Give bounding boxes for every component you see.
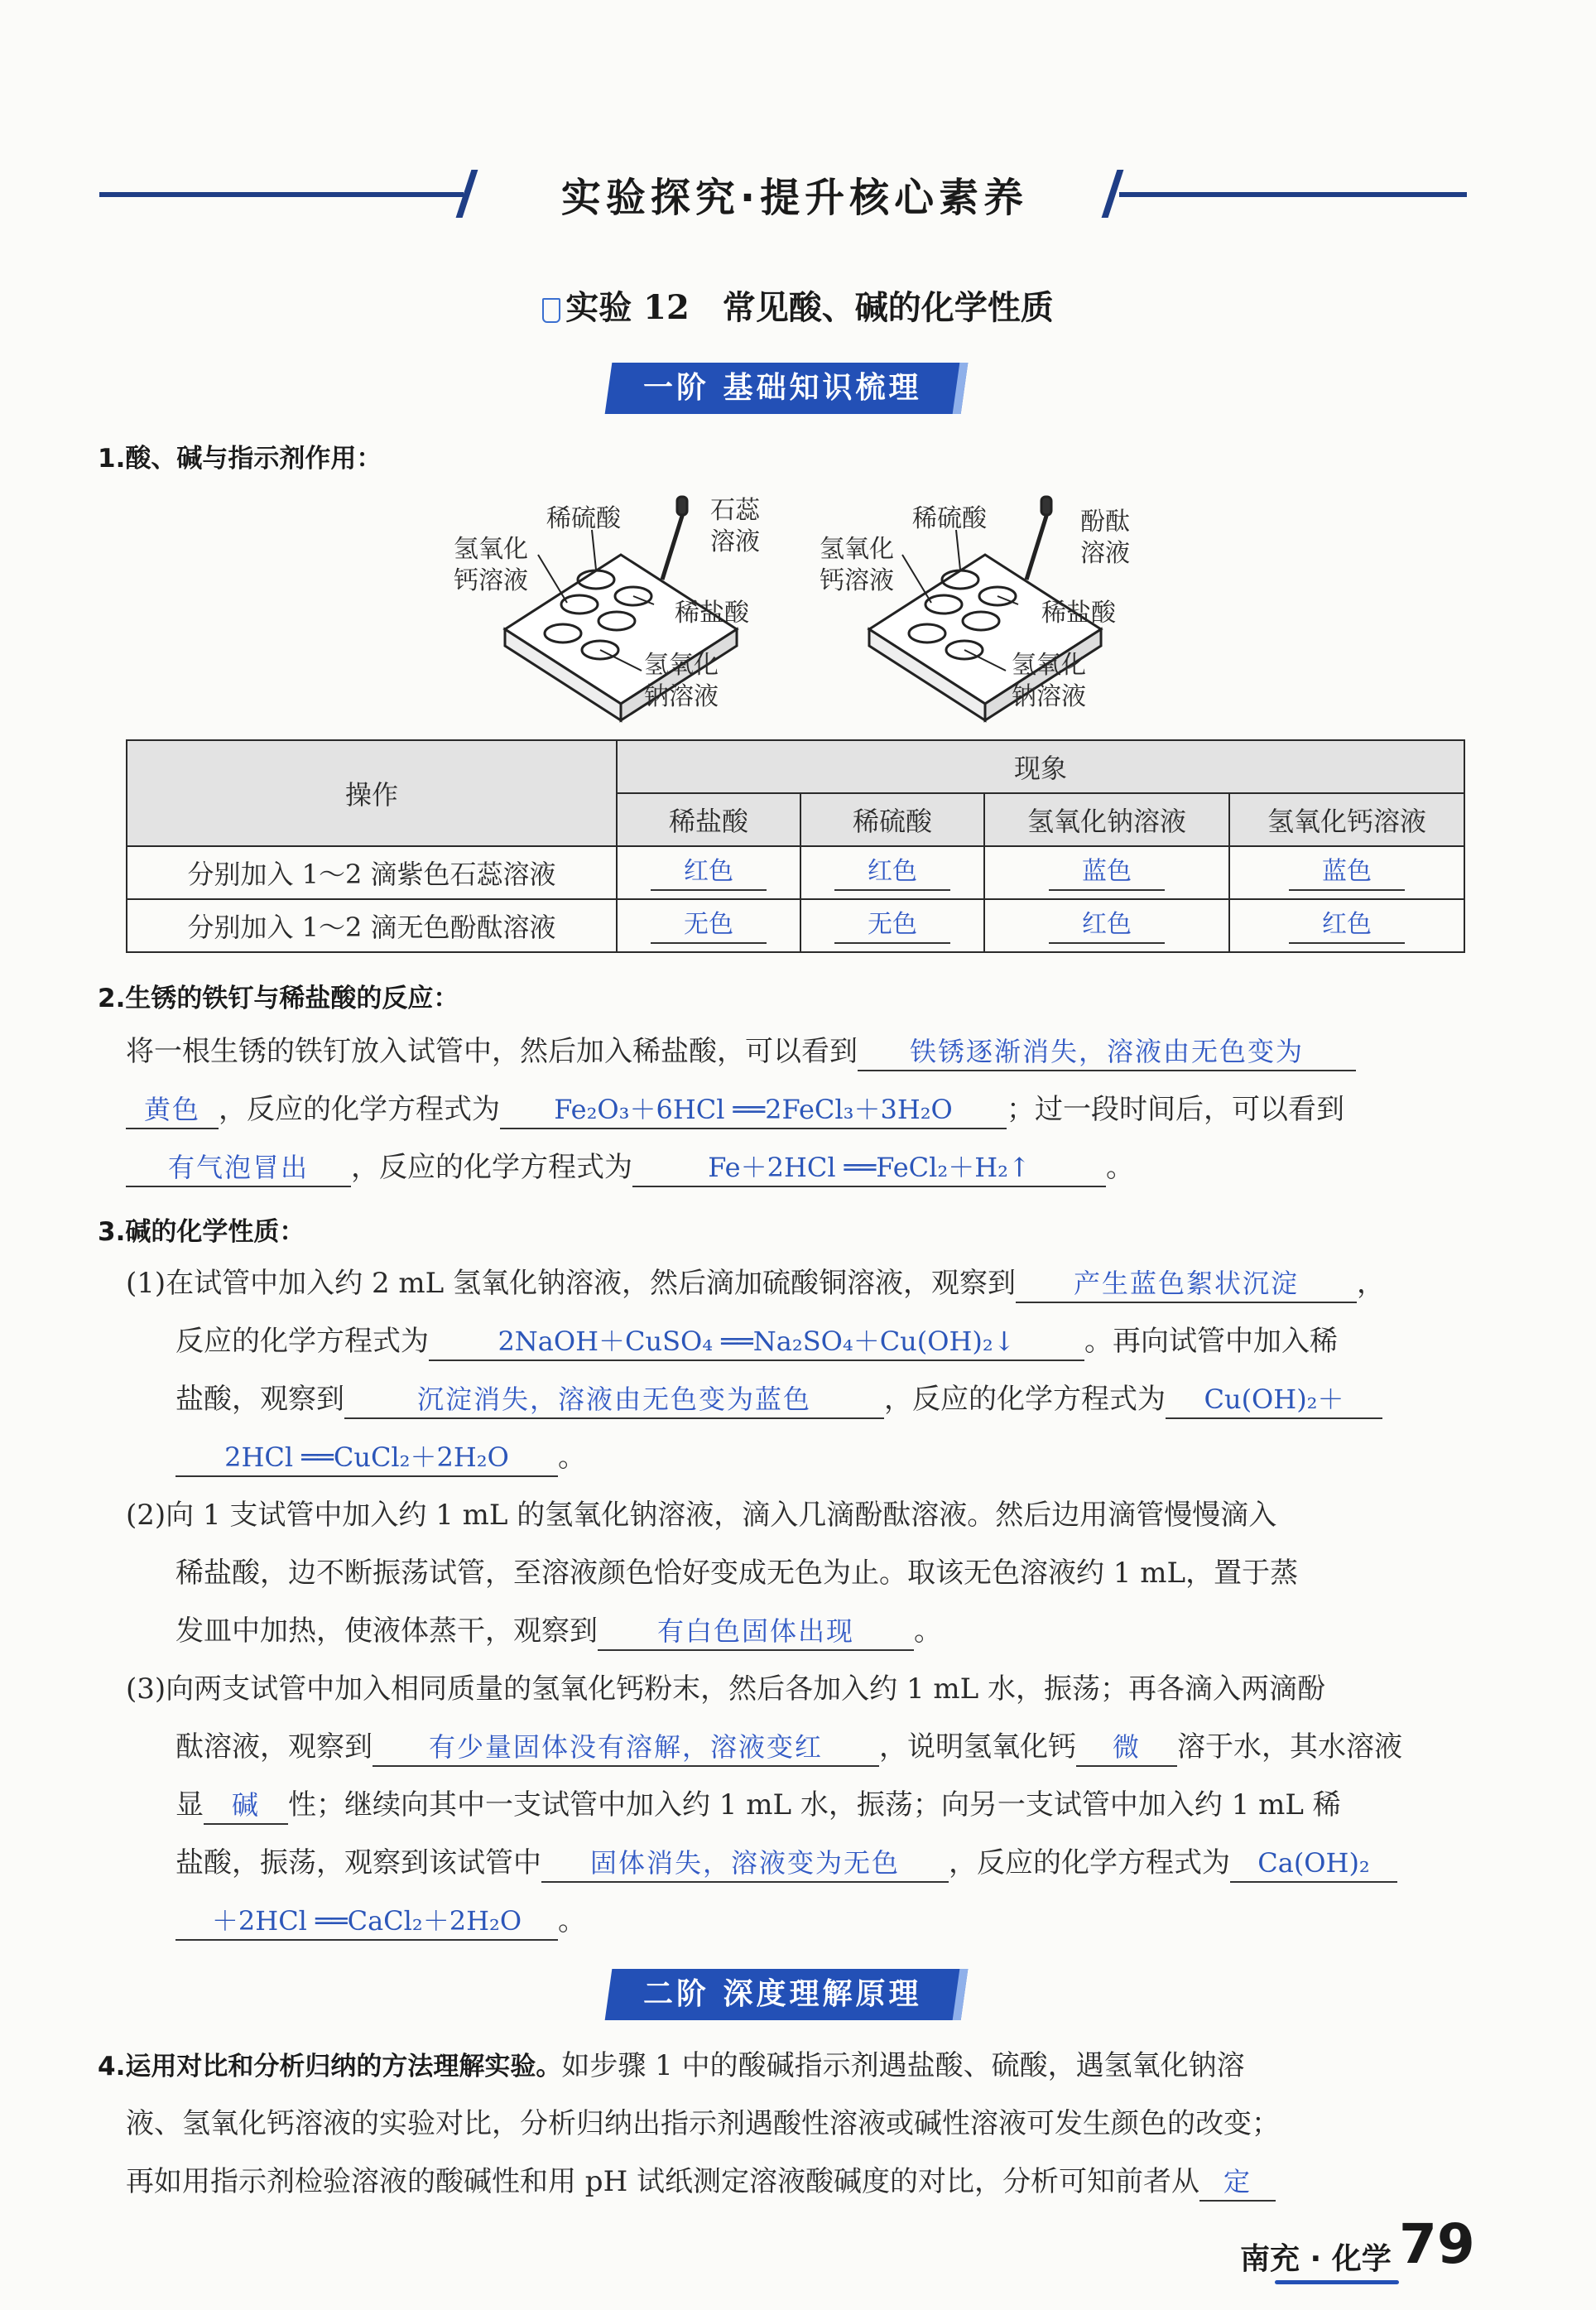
answer-cell: 无色 xyxy=(651,907,767,944)
s3-p2-line1: (2)向 1 支试管中加入约 1 mL 的氢氧化钠溶液，滴入几滴酚酞溶液。然后边用滴管慢慢滴入 xyxy=(126,1499,1277,1532)
s3-p3-line4: 盐酸，振荡，观察到该试管中 固体消失，溶液变为无色 ，反应的化学方程式为 Ca(OH)₂ xyxy=(175,1834,1397,1892)
s4-line1: 4.运用对比和分析归纳的方法理解实验。如步骤 1 中的酸碱指示剂遇盐酸、硫酸，遇氢氧化钠溶 xyxy=(98,2049,1245,2082)
table-row xyxy=(127,846,1464,899)
s3-p1-line2: 反应的化学方程式为 2NaOH＋CuSO₄ ══Na₂SO₄＋Cu(OH)₂↓ 。再向试管中加入稀 xyxy=(175,1312,1338,1370)
equation-blank: ＋2HCl ══CaCl₂＋2H₂O xyxy=(175,1903,558,1941)
footer-accent-bar xyxy=(1275,2280,1399,2284)
equation-blank: Fe₂O₃＋6HCl ══2FeCl₃＋3H₂O xyxy=(500,1091,1007,1129)
s2-line1: 将一根生锈的铁钉放入试管中，然后加入稀盐酸，可以看到 铁锈逐渐消失，溶液由无色变为 xyxy=(126,1023,1356,1080)
answer-cell: 红色 xyxy=(651,854,767,891)
col-header: 氢氧化钙溶液 xyxy=(1229,793,1464,846)
s4-line3: 再如用指示剂检验溶液的酸碱性和用 pH 试纸测定溶液酸碱度的对比，分析可知前者从 定 xyxy=(126,2153,1276,2211)
label-dilute-sulfuric-left: 稀硫酸 xyxy=(546,504,621,533)
answer-blank: 定 xyxy=(1199,2163,1276,2202)
section1-title: 1.酸、碱与指示剂作用： xyxy=(98,444,382,474)
col-header: 稀盐酸 xyxy=(617,793,800,846)
label-caoh2-right: 氢氧化 钙溶液 xyxy=(820,535,894,595)
s4-line2: 液、氢氧化钙溶液的实验对比，分析归纳出指示剂遇酸性溶液或碱性溶液可发生颜色的改变； xyxy=(126,2107,1280,2140)
answer-blank: 固体消失，溶液变为无色 xyxy=(541,1845,949,1883)
answer-cell: 红色 xyxy=(834,854,950,891)
col-header: 氢氧化钠溶液 xyxy=(984,793,1229,846)
header-rule-left xyxy=(99,192,464,197)
answer-cell: 红色 xyxy=(1049,907,1165,944)
footer-label: 南充 · 化学 xyxy=(1240,2242,1392,2276)
answer-blank: 有少量固体没有溶解，溶液变红 xyxy=(373,1729,879,1767)
s3-p1-line4: 2HCl ══CuCl₂＋2H₂O 。 xyxy=(175,1428,586,1486)
s3-p3-line3: 显 碱 性；继续向其中一支试管中加入约 1 mL 水，振荡；向另一支试管中加入约 1 mL 稀 xyxy=(175,1776,1341,1834)
indicator-table xyxy=(126,739,1465,953)
label-hcl-right: 稀盐酸 xyxy=(1041,599,1116,628)
experiment-title: 实验 12 常见酸、碱的化学性质 xyxy=(0,282,1596,329)
s3-p3-line2: 酞溶液，观察到 有少量固体没有溶解，溶液变红 ，说明氢氧化钙 微 溶于水，其水溶液 xyxy=(175,1718,1402,1776)
stage1-badge: 一阶 基础知识梳理 xyxy=(605,363,969,414)
section3-title: 3.碱的化学性质： xyxy=(98,1217,305,1247)
answer-cell: 蓝色 xyxy=(1049,854,1165,891)
answer-blank: 沉淀消失，溶液由无色变为蓝色 xyxy=(344,1381,884,1419)
label-litmus: 石蕊 溶液 xyxy=(710,496,760,556)
label-caoh2-left: 氢氧化 钙溶液 xyxy=(454,535,528,595)
answer-cell: 红色 xyxy=(1289,907,1405,944)
table-header-operation: 操作 xyxy=(127,740,617,846)
answer-blank: 碱 xyxy=(204,1787,288,1825)
row-operation: 分别加入 1～2 滴无色酚酞溶液 xyxy=(127,899,617,952)
answer-blank: 有气泡冒出 xyxy=(126,1149,351,1187)
label-phenolphthalein: 酚酞 溶液 xyxy=(1080,508,1130,568)
equation-blank: 2NaOH＋CuSO₄ ══Na₂SO₄＋Cu(OH)₂↓ xyxy=(429,1323,1084,1361)
answer-cell: 蓝色 xyxy=(1289,854,1405,891)
s3-p3-line1: (3)向两支试管中加入相同质量的氢氧化钙粉末，然后各加入约 1 mL 水，振荡；再各滴入两滴酚 xyxy=(126,1672,1326,1706)
page-number: 79 xyxy=(1399,2212,1475,2276)
answer-blank: 微 xyxy=(1076,1729,1177,1767)
section2-title: 2.生锈的铁钉与稀盐酸的反应： xyxy=(98,984,459,1013)
table-row xyxy=(127,899,1464,952)
table-header-phenomenon: 现象 xyxy=(617,740,1464,793)
label-naoh-left: 氢氧化 钠溶液 xyxy=(644,651,719,711)
s3-p1-line1: (1)在试管中加入约 2 mL 氢氧化钠溶液，然后滴加硫酸铜溶液，观察到 产生蓝色絮状沉淀 ， xyxy=(126,1254,1385,1312)
answer-blank: 产生蓝色絮状沉淀 xyxy=(1016,1265,1357,1303)
page-header-title: 实验探究·提升核心素养 xyxy=(560,175,1029,221)
answer-cell: 无色 xyxy=(834,907,950,944)
s3-p1-line3: 盐酸，观察到 沉淀消失，溶液由无色变为蓝色 ，反应的化学方程式为 Cu(OH)₂＋ xyxy=(175,1370,1382,1428)
label-naoh-right: 氢氧化 钠溶液 xyxy=(1012,651,1086,711)
equation-blank: Cu(OH)₂＋ xyxy=(1166,1381,1382,1419)
answer-blank: 有白色固体出现 xyxy=(598,1613,914,1651)
equation-blank: Ca(OH)₂ xyxy=(1230,1845,1397,1883)
label-dilute-sulfuric-right: 稀硫酸 xyxy=(912,504,987,533)
s3-p2-line3: 发皿中加热，使液体蒸干，观察到 有白色固体出现 。 xyxy=(175,1602,942,1660)
stage2-badge: 二阶 深度理解原理 xyxy=(605,1969,969,2020)
label-hcl-left: 稀盐酸 xyxy=(675,599,749,628)
s3-p3-line5: ＋2HCl ══CaCl₂＋2H₂O 。 xyxy=(175,1892,586,1950)
s2-line3: 有气泡冒出 ，反应的化学方程式为 Fe＋2HCl ══FeCl₂＋H₂↑ 。 xyxy=(126,1138,1134,1196)
flask-icon xyxy=(542,298,560,323)
header-rule-right xyxy=(1119,192,1467,197)
answer-blank: 黄色 xyxy=(126,1091,219,1129)
col-header: 稀硫酸 xyxy=(800,793,984,846)
row-operation: 分别加入 1～2 滴紫色石蕊溶液 xyxy=(127,846,617,899)
equation-blank: 2HCl ══CuCl₂＋2H₂O xyxy=(175,1439,558,1477)
answer-blank: 铁锈逐渐消失，溶液由无色变为 xyxy=(858,1033,1356,1071)
s2-line2: 黄色 ，反应的化学方程式为 Fe₂O₃＋6HCl ══2FeCl₃＋3H₂O ；过一段时间后，可以看到 xyxy=(126,1080,1344,1138)
s3-p2-line2: 稀盐酸，边不断振荡试管，至溶液颜色恰好变成无色为止。取该无色溶液约 1 mL，置于蒸 xyxy=(175,1557,1299,1590)
equation-blank: Fe＋2HCl ══FeCl₂＋H₂↑ xyxy=(632,1149,1106,1187)
